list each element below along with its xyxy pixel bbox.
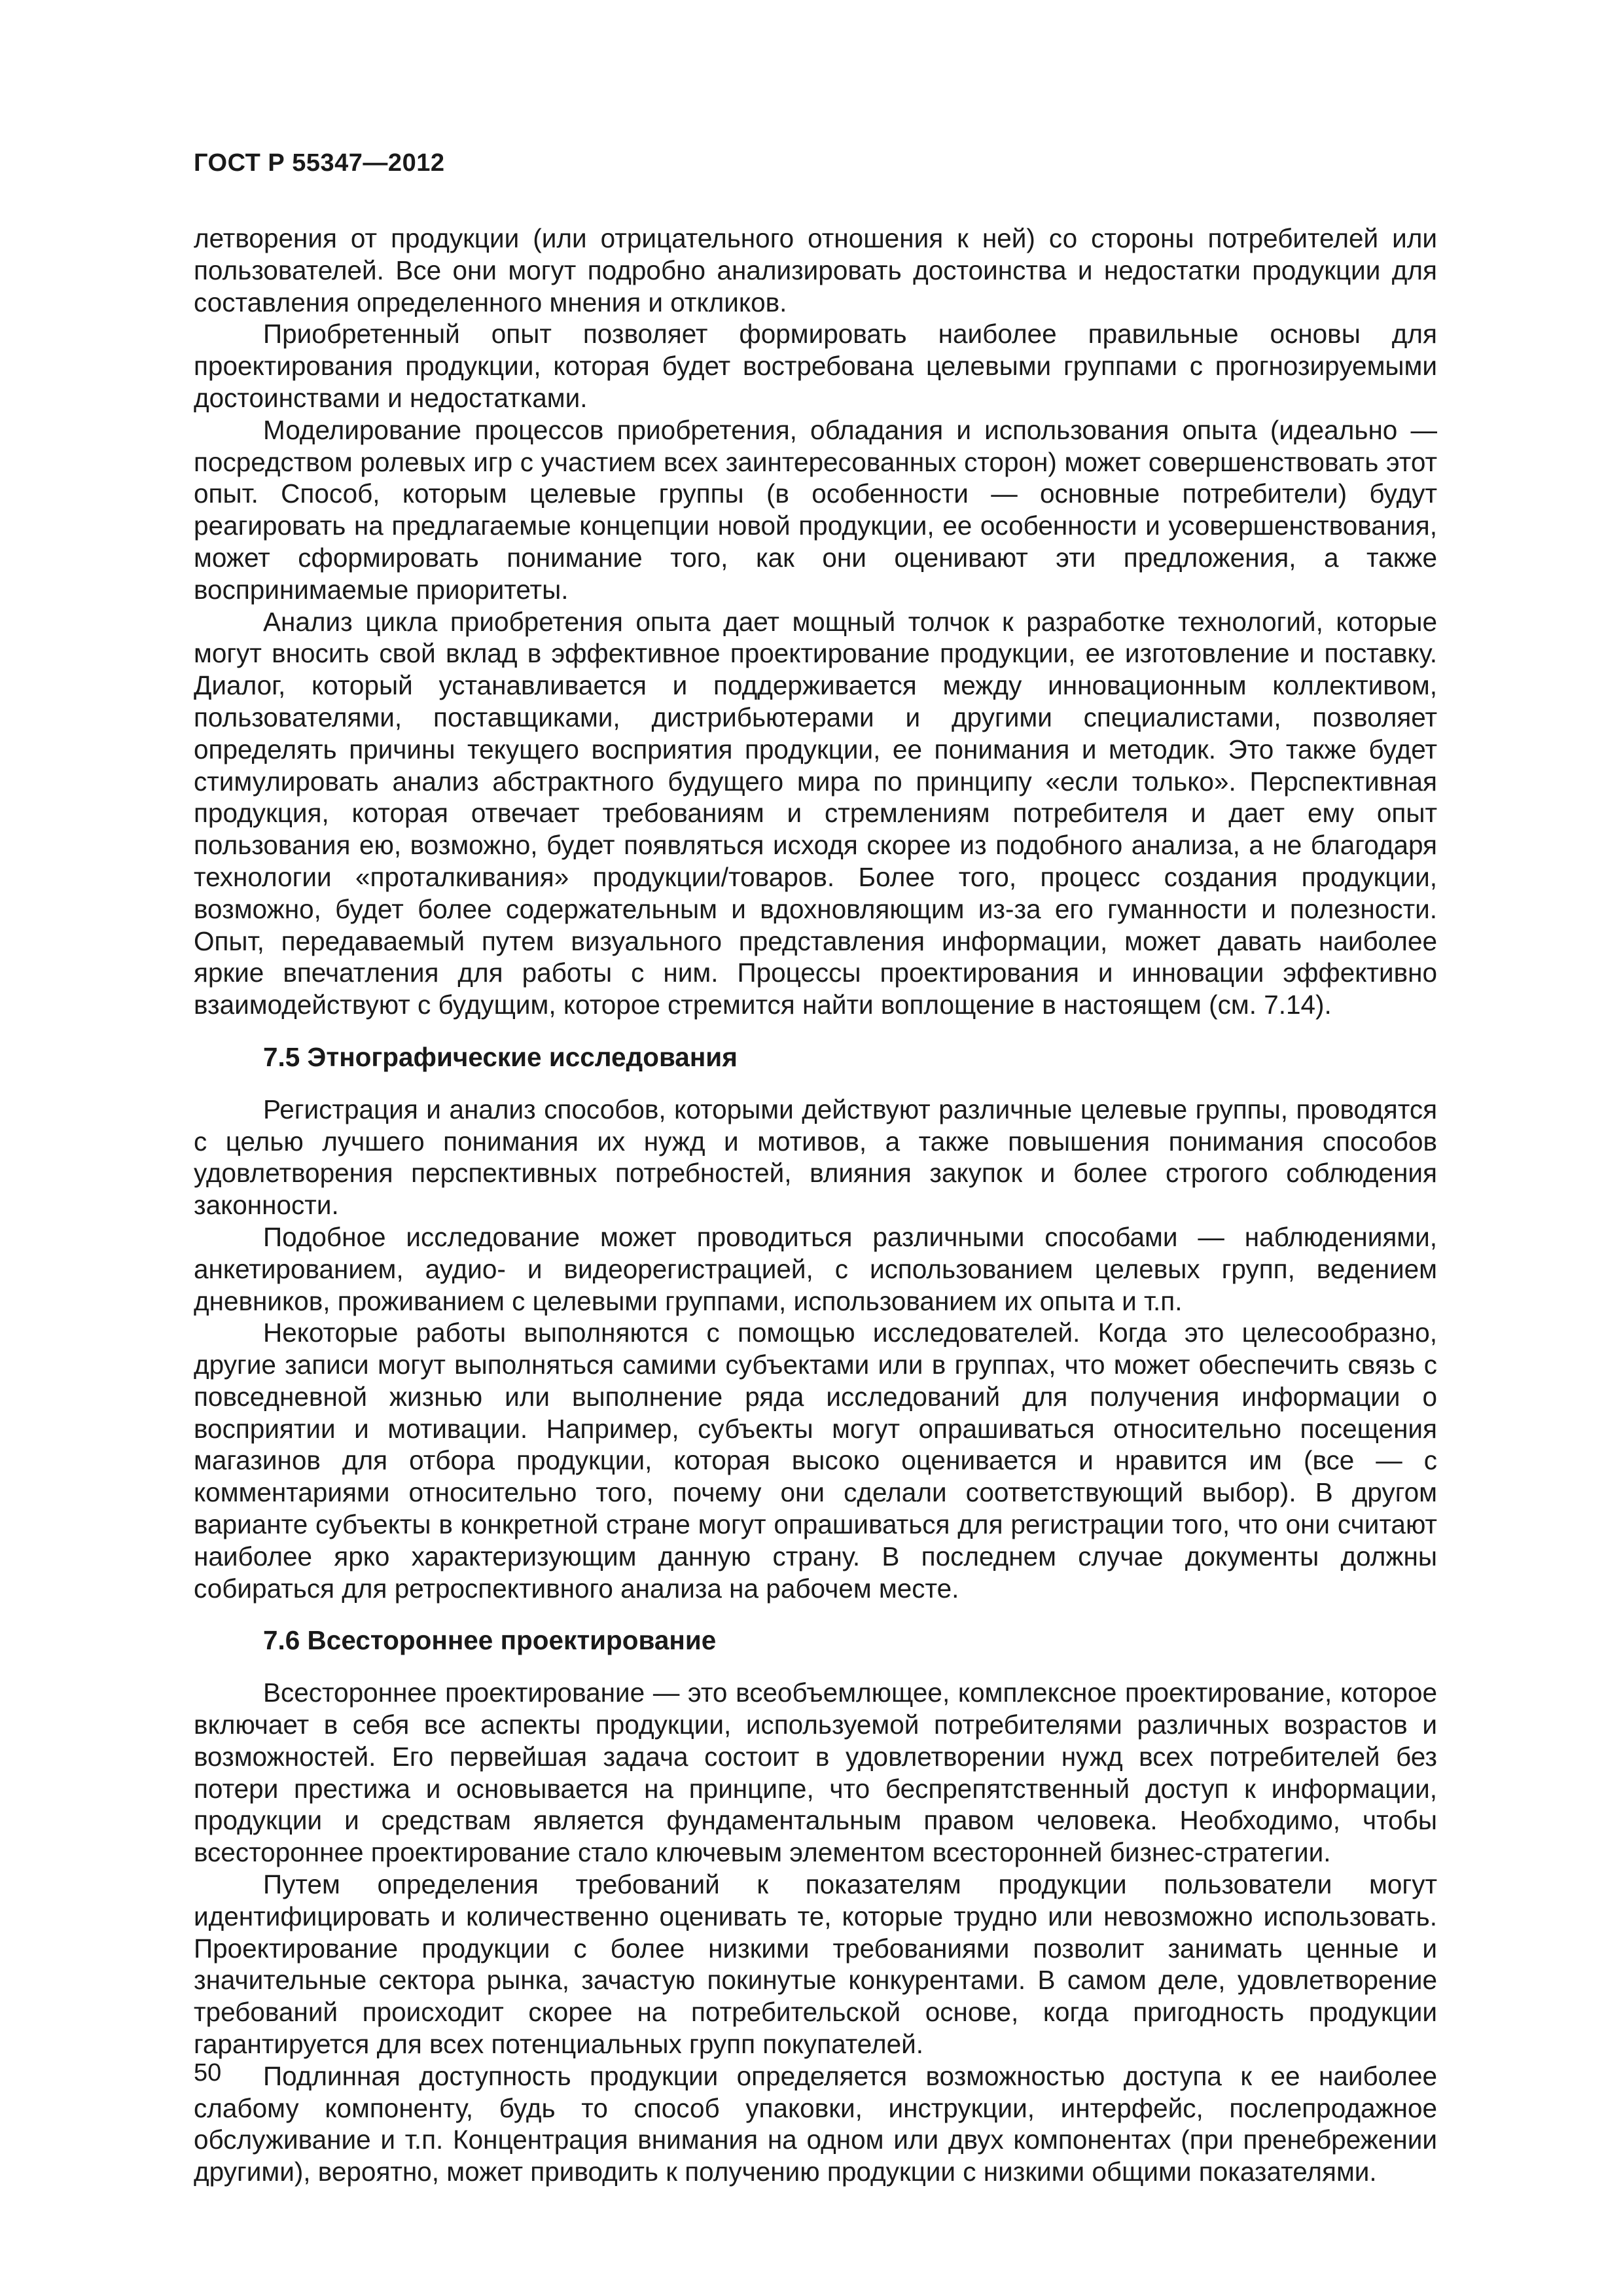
paragraph: Регистрация и анализ способов, которыми действуют различные целевые группы, проводятся с целью лучшего понимания их нужд и мотивов, а также повышения понимания способов удовлетворения перспективных потребностей, влияния закупок и более строгого соблюдения законности.: [194, 1094, 1437, 1221]
paragraph: Подобное исследование может проводиться различными способами — наблюдениями, анкетированием, аудио- и видеорегистрацией, с использованием целевых групп, ведением дневников, проживанием с целевыми группами, использованием их опыта и т.п.: [194, 1221, 1437, 1316]
paragraph: Всестороннее проектирование — это всеобъемлющее, комплексное проектирование, которое включает в себя все аспекты продукции, используемой потребителями различных возрастов и возможностей. Его первейшая задача состоит в удовлетворении нужд всех потребителей без потери престижа и основывается на принципе, что беспрепятственный доступ к информации, продукции и средствам является фундаментальным правом человека. Необходимо, чтобы всестороннее проектирование стало ключевым элементом всесторонней бизнес-стратегии.: [194, 1677, 1437, 1868]
section-heading-7-6: 7.6 Всестороннее проектирование: [263, 1625, 717, 1656]
paragraph: Подлинная доступность продукции определяется возможностью доступа к ее наиболее слабому компоненту, будь то способ упаковки, инструкции, интерфейс, послепродажное обслуживание и т.п. Концентрация внимания на одном или двух компонентах (при пренебрежении другими), вероятно, может приводить к получению продукции с низкими общими показателями.: [194, 2060, 1437, 2187]
paragraph: Некоторые работы выполняются с помощью исследователей. Когда это целесообразно, другие записи могут выполняться самими субъектами или в группах, что может обеспечить связь с повседневной жизнью или выполнение ряда исследований для получения информации о восприятии и мотивации. Например, субъекты могут опрашиваться относительно посещения магазинов для отбора продукции, которая высоко оценивается и нравится им (все — с комментариями относительно того, почему они сделали соответствующий выбор). В другом варианте субъекты в конкретной стране могут опрашиваться для регистрации того, что они считают наиболее ярко характеризующим данную страну. В последнем случае документы должны собираться для ретроспективного анализа на рабочем месте.: [194, 1318, 1437, 1604]
section-heading-7-5: 7.5 Этнографические исследования: [263, 1041, 738, 1072]
paragraph: Путем определения требований к показателям продукции пользователи могут идентифицировать и количественно оценивать те, которые трудно или невозможно использовать. Проектирование продукции с более низкими требованиями позволит занимать ценные и значительные сектора рынка, зачастую покинутые конкурентами. В самом деле, удовлетворение требований происходит скорее на потребительской основе, когда пригодность продукции гарантируется для всех потенциальных групп покупателей.: [194, 1869, 1437, 2060]
standard-id-header: ГОСТ Р 55347—2012: [194, 149, 445, 177]
paragraph: Анализ цикла приобретения опыта дает мощный толчок к разработке технологий, которые могут вносить свой вклад в эффективное проектирование продукции, ее изготовление и поставку. Диалог, который устанавливается и поддерживается между инновационным коллективом, пользователями, поставщиками, дистрибьютерами и другими специалистами, позволяет определять причины текущего восприятия продукции, ее понимания и методик. Это также будет стимулировать анализ абстрактного будущего мира по принципу «если только». Перспективная продукция, которая отвечает требованиям и стремлениям потребителя и дает ему опыт пользования ею, возможно, будет появляться исходя скорее из подобного анализа, а не благодаря технологии «проталкивания» продукции/товаров. Более того, процесс создания продукции, возможно, будет более содержательным и вдохновляющим из-за его гуманности и полезности. Опыт, передаваемый путем визуального представления информации, может давать наиболее яркие впечатления для работы с ним. Процессы проектирования и инновации эффективно взаимодействуют с будущим, которое стремится найти воплощение в настоящем (см. 7.14).: [194, 606, 1437, 1020]
paragraph: летворения от продукции (или отрицательного отношения к ней) со стороны потребителей или пользователей. Все они могут подробно анализировать достоинства и недостатки продукции для составления определенного мнения и откликов.: [194, 223, 1437, 317]
paragraph: Приобретенный опыт позволяет формировать наиболее правильные основы для проектирования продукции, которая будет востребована целевыми группами с прогнозируемыми достоинствами и недостатками.: [194, 319, 1437, 413]
document-body: [194, 223, 1437, 2188]
paragraph: Моделирование процессов приобретения, обладания и использования опыта (идеально — посредством ролевых игр с участием всех заинтересованных сторон) может совершенствовать этот опыт. Способ, которым целевые группы (в особенности — основные потребители) будут реагировать на предлагаемые концепции новой продукции, ее особенности и усовершенствования, может сформировать понимание того, как они оценивают эти предложения, а также воспринимаемые приоритеты.: [194, 414, 1437, 605]
page-number: 50: [194, 2059, 222, 2087]
